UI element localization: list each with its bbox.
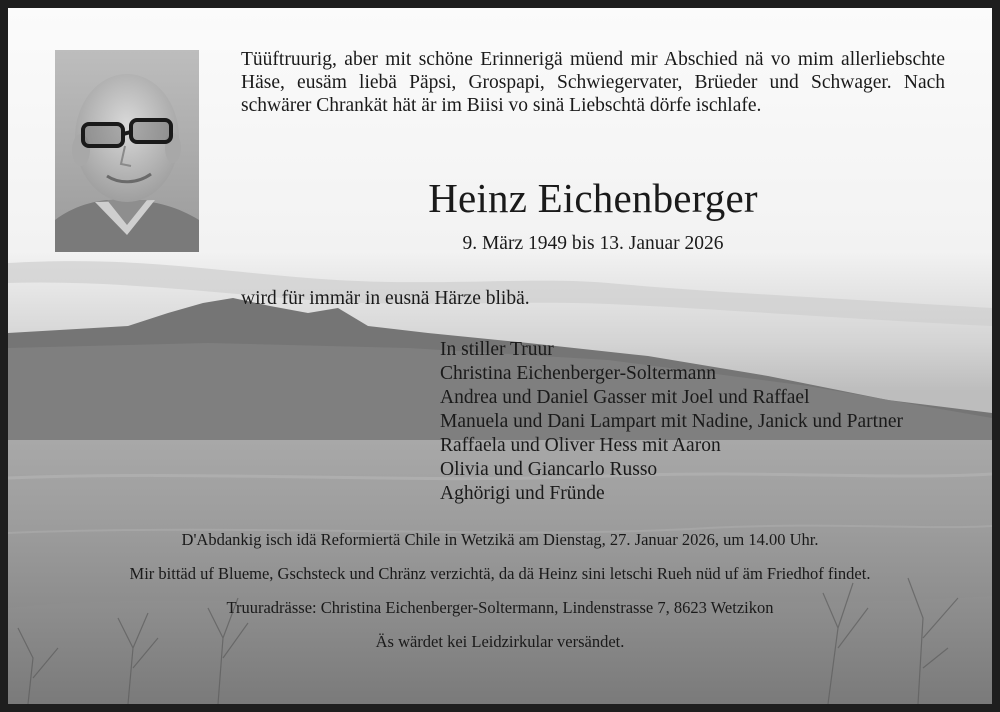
deceased-name: Heinz Eichenberger (428, 175, 758, 221)
portrait-photo-icon (55, 50, 199, 252)
address-notice: Truuradrässe: Christina Eichenberger-Soltermann, Lindenstrasse 7, 8623 Wetzikon (226, 598, 774, 617)
mourners-heading: In stiller Truur (440, 339, 554, 360)
notices-list (8, 530, 992, 666)
life-dates: 9. März 1949 bis 13. Januar 2026 (462, 233, 724, 254)
funeral-notice: D'Abdankig isch idä Reformiertä Chile in Wetzikä am Dienstag, 27. Januar 2026, um 14.00 Uhr. (181, 530, 819, 549)
mourner-entry: Andrea und Daniel Gasser mit Joel und Raffael (440, 387, 810, 408)
intro-text: Tüüftruurig, aber mit schöne Erinnerigä müend mir Abschied nä vo mim allerliebschte Häse, eusäm liebä Päpsi, Grospapi, Schwiegervater, Brüeder und Schwager. Nach schwärer Chrankät hät är im Biisi vo sinä Liebschtä dörfe ischlafe. (241, 49, 945, 116)
mourner-entry: Raffaela und Oliver Hess mit Aaron (440, 435, 721, 456)
mourner-entry: Manuela und Dani Lampart mit Nadine, Janick und Partner (440, 411, 903, 432)
mourner-entry: Christina Eichenberger-Soltermann (440, 363, 716, 384)
flowers-notice: Mir bittäd uf Blueme, Gschsteck und Chränz verzichtä, da dä Heinz sini letschi Rueh nüd uf äm Friedhof findet. (129, 564, 871, 583)
circular-notice: Äs wärdet kei Leidzirkular versändet. (375, 632, 625, 651)
portrait-photo (55, 50, 199, 252)
remembrance-line: wird für immär in eusnä Härze blibä. (241, 288, 530, 309)
mourners-list (440, 338, 903, 506)
mourner-entry: Olivia und Giancarlo Russo (440, 459, 658, 480)
mourner-entry: Aghörigi und Fründe (440, 483, 605, 504)
